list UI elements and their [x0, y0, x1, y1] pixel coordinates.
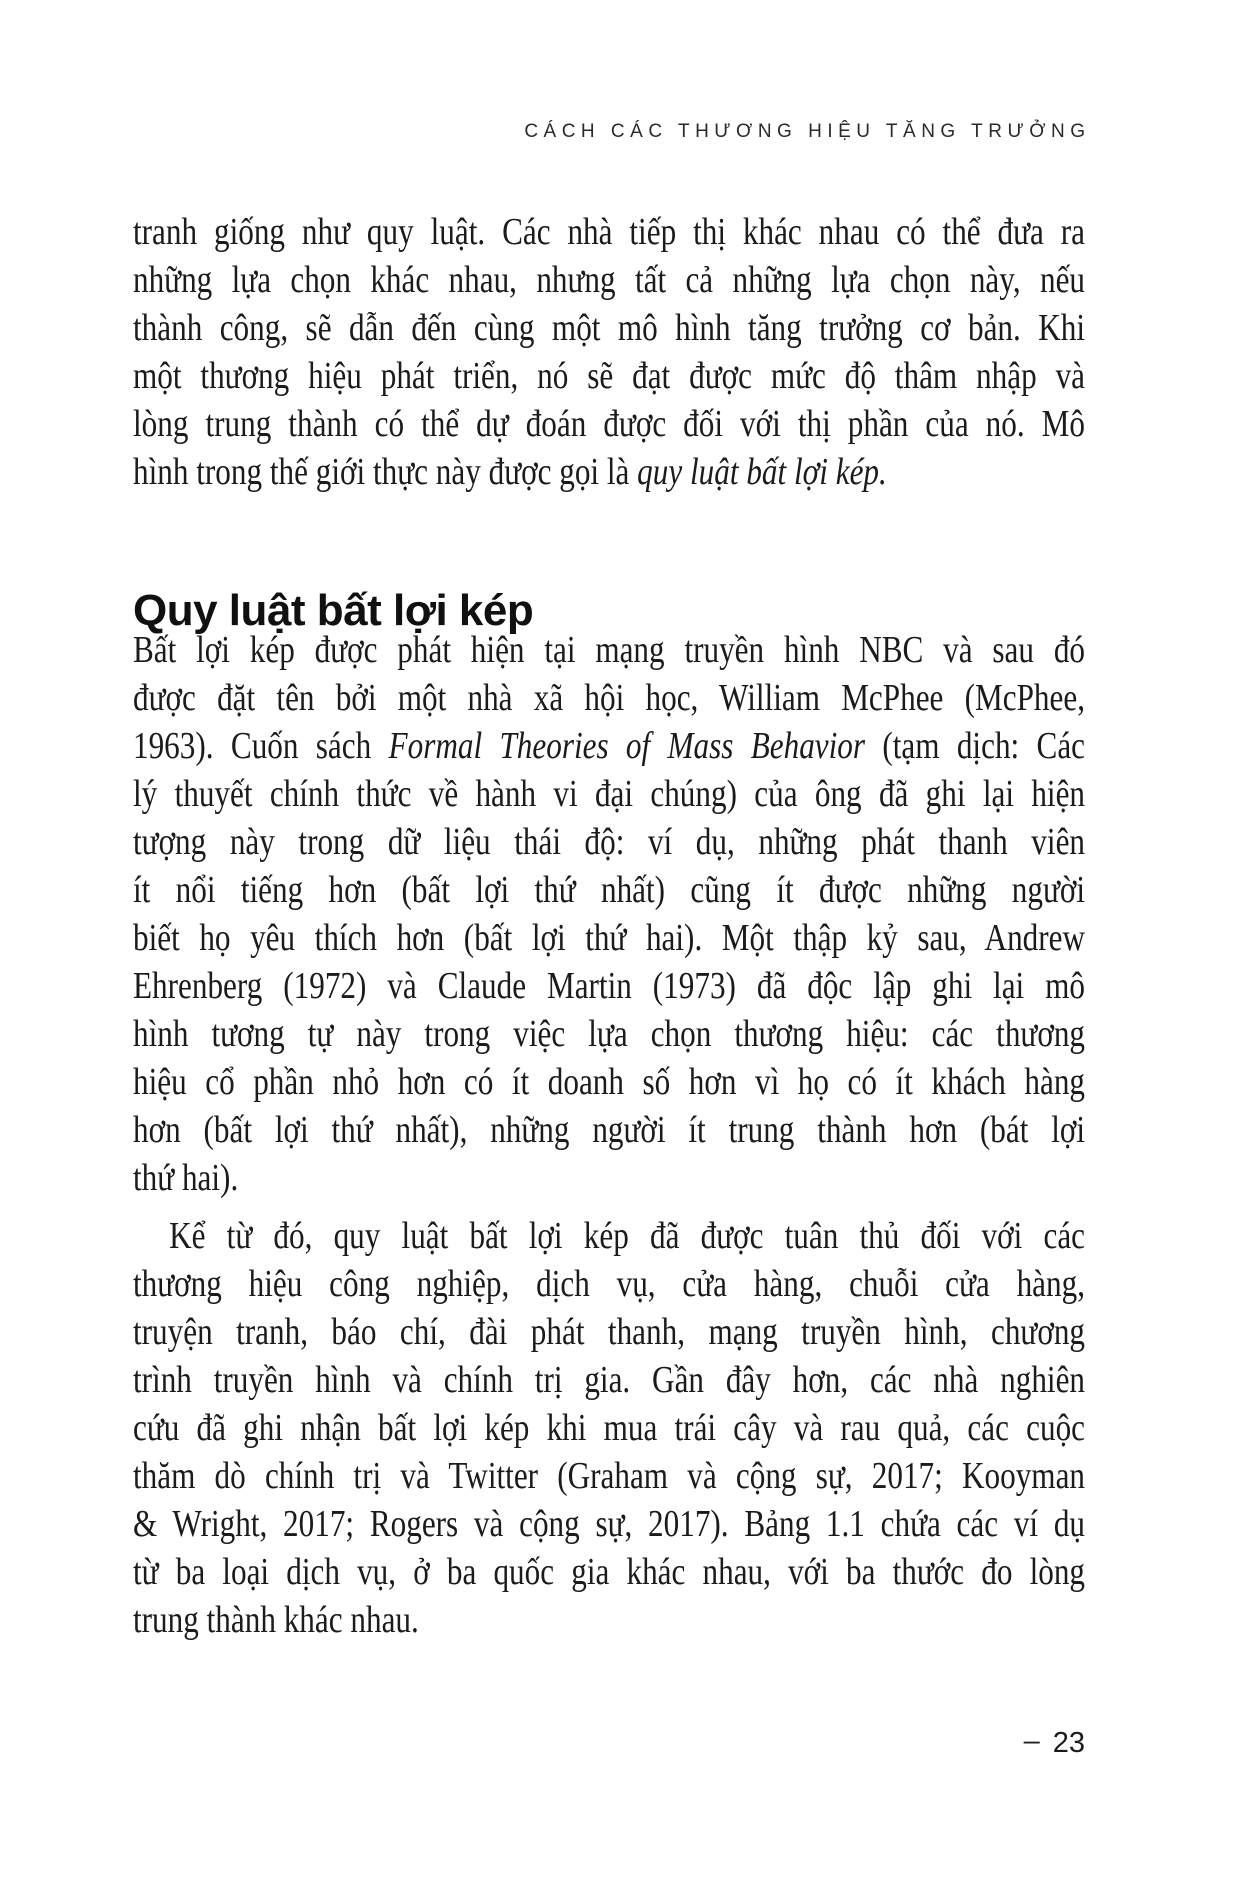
text-run: lý thuyết chính thức về hành vi đại chúng) của ông đã ghi lại hiện [133, 773, 1086, 815]
text-run: tượng này trong dữ liệu thái độ: ví dụ, những phát thanh viên [133, 821, 1086, 863]
text-line [133, 208, 1085, 256]
text-line [133, 1154, 1085, 1202]
text-line [133, 400, 1085, 448]
text-line [133, 1010, 1085, 1058]
text-run: Bất lợi kép được phát hiện tại mạng truyền hình NBC và sau đó [133, 629, 1086, 671]
text-run: lòng trung thành có thể dự đoán được đối với thị phần của nó. Mô [133, 403, 1086, 445]
text-run: Kể từ đó, quy luật bất lợi kép đã được tuân thủ đối với các [169, 1215, 1086, 1257]
text-run: cứu đã ghi nhận bất lợi kép khi mua trái cây và rau quả, các cuộc [133, 1407, 1086, 1449]
text-line [133, 770, 1085, 818]
running-header-text: CÁCH CÁC THƯƠNG HIỆU TĂNG TRƯỞNG [524, 121, 1091, 142]
page-number-dash: – [1023, 1725, 1040, 1757]
text-run: từ ba loại dịch vụ, ở ba quốc gia khác nhau, với ba thước đo lòng [133, 1551, 1086, 1593]
text-run: hiệu cổ phần nhỏ hơn có ít doanh số hơn vì họ có ít khách hàng [133, 1061, 1086, 1103]
text-line [133, 1452, 1085, 1500]
italic-text-run: Formal Theories of Mass Behavior [388, 725, 866, 767]
paragraph [133, 1212, 1085, 1644]
text-line [133, 914, 1085, 962]
text-run: Ehrenberg (1972) và Claude Martin (1973) đã độc lập ghi lại mô [133, 965, 1086, 1007]
text-line [133, 1404, 1085, 1452]
text-line [133, 818, 1085, 866]
section-heading: Quy luật bất lợi kép [133, 585, 534, 635]
italic-text-run: quy luật bất lợi kép. [637, 451, 887, 493]
page-number-value: 23 [1052, 1727, 1085, 1759]
text-run: được đặt tên bởi một nhà xã hội học, William McPhee (McPhee, [133, 677, 1086, 719]
text-run: trung thành khác nhau. [133, 1599, 419, 1641]
text-run: thương hiệu công nghiệp, dịch vụ, cửa hàng, chuỗi cửa hàng, [133, 1263, 1086, 1305]
text-line [133, 304, 1085, 352]
text-run: hơn (bất lợi thứ nhất), những người ít trung thành hơn (bát lợi [133, 1109, 1086, 1151]
text-line [133, 1212, 1085, 1260]
text-run: thành công, sẽ dẫn đến cùng một mô hình tăng trưởng cơ bản. Khi [133, 307, 1086, 349]
text-line [133, 352, 1085, 400]
text-line [133, 722, 1085, 770]
text-line [133, 866, 1085, 914]
text-run: truyện tranh, báo chí, đài phát thanh, mạng truyền hình, chương [133, 1311, 1086, 1353]
text-run: (tạm dịch: Các [865, 725, 1086, 767]
text-run: 1963). Cuốn sách [133, 725, 389, 767]
page-number [1024, 1727, 1085, 1760]
text-run: tranh giống như quy luật. Các nhà tiếp thị khác nhau có thể đưa ra [133, 211, 1086, 253]
text-line [133, 626, 1085, 674]
text-line [133, 256, 1085, 304]
text-run: những lựa chọn khác nhau, nhưng tất cả những lựa chọn này, nếu [133, 259, 1086, 301]
text-line [133, 962, 1085, 1010]
text-run: hình tương tự này trong việc lựa chọn thương hiệu: các thương [133, 1013, 1086, 1055]
text-line [133, 448, 1085, 496]
text-line [133, 1058, 1085, 1106]
paragraph [133, 208, 1085, 496]
text-line [133, 1260, 1085, 1308]
text-line [133, 1500, 1085, 1548]
text-run: một thương hiệu phát triển, nó sẽ đạt được mức độ thâm nhập và [133, 355, 1086, 397]
text-line [133, 1356, 1085, 1404]
text-run: ít nổi tiếng hơn (bất lợi thứ nhất) cũng ít được những người [133, 869, 1086, 911]
running-header [524, 121, 1091, 143]
text-line [133, 1106, 1085, 1154]
text-run: thăm dò chính trị và Twitter (Graham và cộng sự, 2017; Kooyman [133, 1455, 1086, 1497]
text-line [133, 674, 1085, 722]
text-run: biết họ yêu thích hơn (bất lợi thứ hai). Một thập kỷ sau, Andrew [133, 917, 1086, 959]
text-line [133, 1596, 1085, 1644]
text-run: & Wright, 2017; Rogers và cộng sự, 2017). Bảng 1.1 chứa các ví dụ [133, 1503, 1086, 1545]
paragraph [133, 626, 1085, 1202]
text-line [133, 1308, 1085, 1356]
text-run: thứ hai). [133, 1157, 239, 1199]
text-run: hình trong thế giới thực này được gọi là [133, 451, 638, 493]
text-line [133, 1548, 1085, 1596]
text-run: trình truyền hình và chính trị gia. Gần đây hơn, các nhà nghiên [133, 1359, 1086, 1401]
